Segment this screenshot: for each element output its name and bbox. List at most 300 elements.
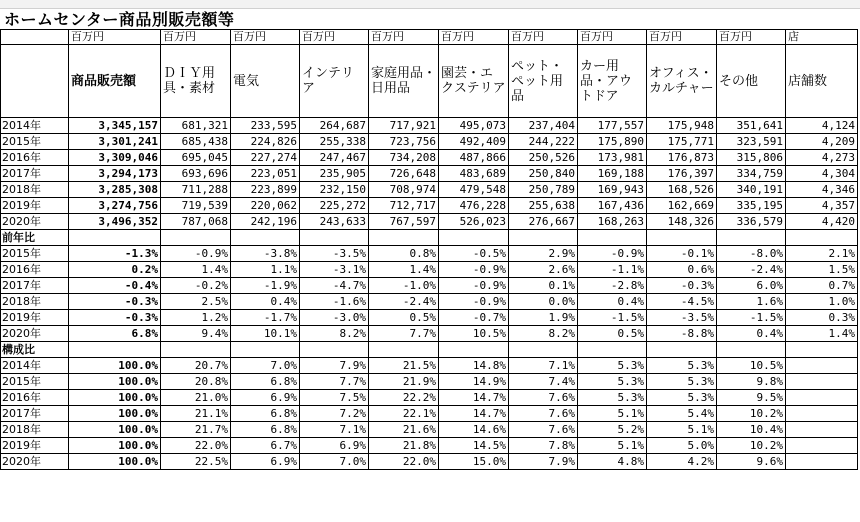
year-label[interactable]: 2018年 — [1, 294, 69, 310]
share-cell[interactable]: 6.7% — [231, 438, 300, 454]
share-cell[interactable]: 4.2% — [647, 454, 717, 470]
sales-cell[interactable]: 237,404 — [509, 118, 578, 134]
share-cell[interactable]: 22.1% — [369, 406, 439, 422]
empty-cell[interactable] — [231, 230, 300, 246]
sales-cell[interactable]: 340,191 — [717, 182, 786, 198]
share-cell[interactable]: 21.0% — [161, 390, 231, 406]
year-label[interactable]: 2019年 — [1, 198, 69, 214]
share-cell[interactable]: 100.0% — [69, 422, 161, 438]
column-header-cell[interactable]: 商品販売額 — [69, 45, 161, 118]
share-cell[interactable]: 7.6% — [509, 422, 578, 438]
sales-cell[interactable]: 169,188 — [578, 166, 647, 182]
yoy-row — [1, 246, 858, 262]
share-cell[interactable]: 15.0% — [439, 454, 509, 470]
sales-cell[interactable]: 315,806 — [717, 150, 786, 166]
share-cell[interactable]: 5.3% — [647, 358, 717, 374]
sales-cell[interactable]: 276,667 — [509, 214, 578, 230]
share-cell[interactable]: 21.6% — [369, 422, 439, 438]
empty-cell[interactable] — [786, 342, 858, 358]
sales-cell[interactable]: 4,420 — [786, 214, 858, 230]
unit-row — [1, 30, 858, 45]
empty-cell[interactable] — [509, 342, 578, 358]
yoy-cell[interactable]: -1.3% — [69, 246, 161, 262]
share-row — [1, 422, 858, 438]
year-label[interactable]: 2017年 — [1, 278, 69, 294]
share-cell[interactable]: 20.8% — [161, 374, 231, 390]
yoy-cell[interactable]: -0.9% — [578, 246, 647, 262]
yoy-cell[interactable]: 0.5% — [369, 310, 439, 326]
yoy-cell[interactable]: -2.4% — [369, 294, 439, 310]
sales-cell[interactable]: 173,981 — [578, 150, 647, 166]
sales-cell[interactable]: 719,539 — [161, 198, 231, 214]
share-cell[interactable]: 14.6% — [439, 422, 509, 438]
column-header-cell[interactable]: ペット・ペット用品 — [509, 45, 578, 118]
share-cell[interactable]: 5.3% — [578, 374, 647, 390]
yoy-cell[interactable]: 1.9% — [509, 310, 578, 326]
yoy-cell[interactable]: 0.7% — [786, 278, 858, 294]
sales-cell[interactable]: 247,467 — [300, 150, 369, 166]
share-cell[interactable]: 9.6% — [717, 454, 786, 470]
yoy-cell[interactable]: 0.4% — [231, 294, 300, 310]
share-cell[interactable]: 7.4% — [509, 374, 578, 390]
sales-cell[interactable]: 224,826 — [231, 134, 300, 150]
empty-cell[interactable] — [369, 342, 439, 358]
share-cell[interactable]: 7.7% — [300, 374, 369, 390]
yoy-cell[interactable]: 1.5% — [786, 262, 858, 278]
share-cell[interactable]: 5.1% — [647, 422, 717, 438]
share-cell[interactable]: 100.0% — [69, 390, 161, 406]
unit-cell[interactable]: 百万円 — [717, 30, 786, 45]
year-label[interactable]: 2016年 — [1, 390, 69, 406]
yoy-cell[interactable]: 8.2% — [509, 326, 578, 342]
yoy-cell[interactable]: -3.0% — [300, 310, 369, 326]
share-cell[interactable]: 21.5% — [369, 358, 439, 374]
year-label[interactable]: 2020年 — [1, 326, 69, 342]
share-cell[interactable] — [786, 406, 858, 422]
year-label[interactable]: 2018年 — [1, 422, 69, 438]
share-cell[interactable]: 7.0% — [231, 358, 300, 374]
unit-cell[interactable]: 百万円 — [647, 30, 717, 45]
unit-cell[interactable]: 百万円 — [161, 30, 231, 45]
yoy-cell[interactable]: -1.6% — [300, 294, 369, 310]
yoy-cell[interactable]: 9.4% — [161, 326, 231, 342]
year-label[interactable]: 2020年 — [1, 454, 69, 470]
yoy-cell[interactable]: 0.8% — [369, 246, 439, 262]
yoy-cell[interactable]: -0.9% — [439, 294, 509, 310]
yoy-cell[interactable]: -2.8% — [578, 278, 647, 294]
yoy-cell[interactable]: 1.6% — [717, 294, 786, 310]
year-label[interactable]: 2017年 — [1, 166, 69, 182]
yoy-cell[interactable]: -1.5% — [717, 310, 786, 326]
sales-cell[interactable]: 681,321 — [161, 118, 231, 134]
column-header-cell[interactable]: その他 — [717, 45, 786, 118]
column-header-cell[interactable]: オフィス・カルチャー — [647, 45, 717, 118]
header-row — [1, 45, 858, 118]
share-cell[interactable]: 6.9% — [300, 438, 369, 454]
sales-cell[interactable]: 526,023 — [439, 214, 509, 230]
sales-cell[interactable]: 3,285,308 — [69, 182, 161, 198]
section-label-share[interactable]: 構成比 — [1, 342, 69, 358]
share-cell[interactable]: 22.5% — [161, 454, 231, 470]
sales-cell[interactable]: 227,274 — [231, 150, 300, 166]
yoy-cell[interactable]: -3.5% — [647, 310, 717, 326]
yoy-cell[interactable]: 0.2% — [69, 262, 161, 278]
sales-cell[interactable]: 175,771 — [647, 134, 717, 150]
year-label[interactable]: 2019年 — [1, 310, 69, 326]
yoy-cell[interactable]: 0.3% — [786, 310, 858, 326]
sales-cell[interactable]: 223,899 — [231, 182, 300, 198]
share-cell[interactable] — [786, 422, 858, 438]
sales-cell[interactable]: 177,557 — [578, 118, 647, 134]
sales-cell[interactable]: 334,759 — [717, 166, 786, 182]
unit-cell[interactable]: 百万円 — [369, 30, 439, 45]
share-cell[interactable]: 5.4% — [647, 406, 717, 422]
share-cell[interactable]: 7.0% — [300, 454, 369, 470]
sales-cell[interactable]: 479,548 — [439, 182, 509, 198]
sales-cell[interactable]: 250,789 — [509, 182, 578, 198]
sales-cell[interactable]: 708,974 — [369, 182, 439, 198]
share-cell[interactable]: 10.2% — [717, 438, 786, 454]
share-cell[interactable]: 10.5% — [717, 358, 786, 374]
share-cell[interactable]: 10.2% — [717, 406, 786, 422]
unit-cell[interactable]: 百万円 — [300, 30, 369, 45]
empty-cell[interactable] — [439, 230, 509, 246]
year-label[interactable]: 2017年 — [1, 406, 69, 422]
share-cell[interactable] — [786, 358, 858, 374]
sales-cell[interactable]: 726,648 — [369, 166, 439, 182]
share-cell[interactable]: 5.3% — [647, 390, 717, 406]
sales-cell[interactable]: 233,595 — [231, 118, 300, 134]
share-cell[interactable]: 5.3% — [647, 374, 717, 390]
share-cell[interactable]: 6.9% — [231, 390, 300, 406]
yoy-cell[interactable]: -3.8% — [231, 246, 300, 262]
yoy-cell[interactable]: 1.1% — [231, 262, 300, 278]
sales-cell[interactable]: 167,436 — [578, 198, 647, 214]
column-header-cell[interactable]: インテリア — [300, 45, 369, 118]
share-cell[interactable]: 10.4% — [717, 422, 786, 438]
yoy-cell[interactable]: 8.2% — [300, 326, 369, 342]
year-label[interactable]: 2015年 — [1, 134, 69, 150]
empty-cell[interactable] — [717, 342, 786, 358]
share-cell[interactable] — [786, 374, 858, 390]
yoy-cell[interactable]: -4.7% — [300, 278, 369, 294]
sales-cell[interactable]: 176,397 — [647, 166, 717, 182]
yoy-cell[interactable]: 1.4% — [786, 326, 858, 342]
year-label[interactable]: 2016年 — [1, 150, 69, 166]
column-header-cell[interactable]: 電気 — [231, 45, 300, 118]
share-cell[interactable]: 21.7% — [161, 422, 231, 438]
empty-cell[interactable] — [69, 342, 161, 358]
yoy-cell[interactable]: 6.0% — [717, 278, 786, 294]
sales-cell[interactable]: 695,045 — [161, 150, 231, 166]
sales-cell[interactable]: 336,579 — [717, 214, 786, 230]
share-cell[interactable]: 6.8% — [231, 374, 300, 390]
unit-cell[interactable]: 百万円 — [439, 30, 509, 45]
share-cell[interactable]: 7.6% — [509, 406, 578, 422]
unit-cell[interactable]: 百万円 — [578, 30, 647, 45]
yoy-cell[interactable]: -0.9% — [161, 246, 231, 262]
empty-cell[interactable] — [717, 230, 786, 246]
sales-cell[interactable]: 4,357 — [786, 198, 858, 214]
sales-cell[interactable]: 162,669 — [647, 198, 717, 214]
share-cell[interactable]: 6.9% — [231, 454, 300, 470]
share-cell[interactable]: 6.8% — [231, 406, 300, 422]
year-label[interactable]: 2018年 — [1, 182, 69, 198]
sales-cell[interactable]: 3,496,352 — [69, 214, 161, 230]
share-cell[interactable]: 20.7% — [161, 358, 231, 374]
empty-cell[interactable] — [578, 230, 647, 246]
year-label[interactable]: 2015年 — [1, 374, 69, 390]
share-cell[interactable]: 5.1% — [578, 438, 647, 454]
share-cell[interactable]: 7.9% — [300, 358, 369, 374]
share-cell[interactable]: 7.1% — [300, 422, 369, 438]
share-cell[interactable]: 9.8% — [717, 374, 786, 390]
share-cell[interactable]: 5.1% — [578, 406, 647, 422]
empty-cell[interactable] — [647, 342, 717, 358]
yoy-cell[interactable]: -0.5% — [439, 246, 509, 262]
share-cell[interactable]: 6.8% — [231, 422, 300, 438]
yoy-cell[interactable]: -8.8% — [647, 326, 717, 342]
share-cell[interactable]: 7.9% — [509, 454, 578, 470]
yoy-cell[interactable]: -1.9% — [231, 278, 300, 294]
sales-cell[interactable]: 220,062 — [231, 198, 300, 214]
sales-cell[interactable]: 685,438 — [161, 134, 231, 150]
empty-cell[interactable] — [231, 342, 300, 358]
yoy-cell[interactable]: -0.3% — [69, 310, 161, 326]
share-cell[interactable] — [786, 454, 858, 470]
share-cell[interactable] — [786, 390, 858, 406]
sales-cell[interactable]: 244,222 — [509, 134, 578, 150]
year-label[interactable]: 2016年 — [1, 262, 69, 278]
share-cell[interactable]: 100.0% — [69, 454, 161, 470]
yoy-cell[interactable]: 6.8% — [69, 326, 161, 342]
sales-row — [1, 150, 858, 166]
yoy-cell[interactable]: -1.0% — [369, 278, 439, 294]
sheet-title[interactable]: ホームセンター商品別販売額等 — [4, 10, 235, 29]
yoy-cell[interactable]: -4.5% — [647, 294, 717, 310]
yoy-cell[interactable]: 1.2% — [161, 310, 231, 326]
empty-cell[interactable] — [300, 230, 369, 246]
empty-cell[interactable] — [647, 230, 717, 246]
share-cell[interactable]: 5.3% — [578, 390, 647, 406]
yoy-cell[interactable]: 0.0% — [509, 294, 578, 310]
column-header-cell[interactable]: カー用品・アウトドア — [578, 45, 647, 118]
sales-cell[interactable]: 168,526 — [647, 182, 717, 198]
share-cell[interactable]: 21.8% — [369, 438, 439, 454]
yoy-cell[interactable]: -0.2% — [161, 278, 231, 294]
share-cell[interactable]: 7.1% — [509, 358, 578, 374]
empty-cell[interactable] — [161, 342, 231, 358]
sales-cell[interactable]: 148,326 — [647, 214, 717, 230]
yoy-cell[interactable]: 2.6% — [509, 262, 578, 278]
yoy-cell[interactable]: 7.7% — [369, 326, 439, 342]
sales-cell[interactable]: 723,756 — [369, 134, 439, 150]
sales-cell[interactable]: 717,921 — [369, 118, 439, 134]
yoy-cell[interactable]: -1.5% — [578, 310, 647, 326]
sales-cell[interactable]: 175,948 — [647, 118, 717, 134]
sales-cell[interactable]: 223,051 — [231, 166, 300, 182]
yoy-cell[interactable]: -0.7% — [439, 310, 509, 326]
yoy-cell[interactable]: -0.9% — [439, 262, 509, 278]
yoy-row — [1, 262, 858, 278]
sales-cell[interactable]: 492,409 — [439, 134, 509, 150]
share-cell[interactable]: 21.9% — [369, 374, 439, 390]
yoy-cell[interactable]: 10.1% — [231, 326, 300, 342]
share-cell[interactable]: 7.6% — [509, 390, 578, 406]
year-label[interactable]: 2014年 — [1, 118, 69, 134]
column-header-cell[interactable]: 家庭用品・日用品 — [369, 45, 439, 118]
sales-cell[interactable]: 323,591 — [717, 134, 786, 150]
share-cell[interactable]: 4.8% — [578, 454, 647, 470]
sales-cell[interactable]: 734,208 — [369, 150, 439, 166]
yoy-cell[interactable]: -3.5% — [300, 246, 369, 262]
sales-cell[interactable]: 250,526 — [509, 150, 578, 166]
share-cell[interactable]: 14.7% — [439, 390, 509, 406]
unit-cell[interactable]: 百万円 — [231, 30, 300, 45]
sales-cell[interactable]: 255,638 — [509, 198, 578, 214]
sales-cell[interactable]: 4,346 — [786, 182, 858, 198]
yoy-cell[interactable]: -8.0% — [717, 246, 786, 262]
yoy-cell[interactable]: 2.5% — [161, 294, 231, 310]
share-cell[interactable]: 5.3% — [578, 358, 647, 374]
yoy-cell[interactable]: 0.1% — [509, 278, 578, 294]
yoy-cell[interactable]: -1.1% — [578, 262, 647, 278]
sales-cell[interactable]: 711,288 — [161, 182, 231, 198]
sales-cell[interactable]: 242,196 — [231, 214, 300, 230]
sales-cell[interactable]: 4,124 — [786, 118, 858, 134]
sales-row — [1, 198, 858, 214]
year-label[interactable]: 2019年 — [1, 438, 69, 454]
sales-cell[interactable]: 3,274,756 — [69, 198, 161, 214]
yoy-cell[interactable]: -2.4% — [717, 262, 786, 278]
sales-cell[interactable]: 495,073 — [439, 118, 509, 134]
sales-cell[interactable]: 235,905 — [300, 166, 369, 182]
share-cell[interactable]: 100.0% — [69, 358, 161, 374]
share-cell[interactable]: 5.0% — [647, 438, 717, 454]
share-cell[interactable]: 100.0% — [69, 374, 161, 390]
yoy-cell[interactable]: 0.6% — [647, 262, 717, 278]
sales-cell[interactable]: 243,633 — [300, 214, 369, 230]
sales-cell[interactable]: 168,263 — [578, 214, 647, 230]
share-cell[interactable]: 7.2% — [300, 406, 369, 422]
share-cell[interactable]: 21.1% — [161, 406, 231, 422]
sales-cell[interactable]: 176,873 — [647, 150, 717, 166]
yoy-cell[interactable]: 10.5% — [439, 326, 509, 342]
sales-cell[interactable]: 712,717 — [369, 198, 439, 214]
yoy-cell[interactable]: -3.1% — [300, 262, 369, 278]
sales-cell[interactable]: 264,687 — [300, 118, 369, 134]
empty-cell[interactable] — [509, 230, 578, 246]
share-cell[interactable]: 7.8% — [509, 438, 578, 454]
yoy-cell[interactable]: 2.1% — [786, 246, 858, 262]
unit-cell[interactable]: 百万円 — [509, 30, 578, 45]
unit-cell[interactable]: 店 — [786, 30, 858, 45]
sales-cell[interactable]: 175,890 — [578, 134, 647, 150]
yoy-cell[interactable]: 1.4% — [161, 262, 231, 278]
column-header-cell[interactable]: 店舗数 — [786, 45, 858, 118]
sales-cell[interactable]: 487,866 — [439, 150, 509, 166]
yoy-cell[interactable]: -0.9% — [439, 278, 509, 294]
sales-cell[interactable]: 255,338 — [300, 134, 369, 150]
yoy-cell[interactable]: -0.3% — [647, 278, 717, 294]
year-label[interactable]: 2014年 — [1, 358, 69, 374]
sales-cell[interactable]: 787,068 — [161, 214, 231, 230]
share-row — [1, 454, 858, 470]
share-cell[interactable]: 5.2% — [578, 422, 647, 438]
sales-cell[interactable]: 232,150 — [300, 182, 369, 198]
yoy-cell[interactable]: 2.9% — [509, 246, 578, 262]
sales-cell[interactable]: 351,641 — [717, 118, 786, 134]
sales-cell[interactable]: 483,689 — [439, 166, 509, 182]
empty-cell[interactable] — [69, 230, 161, 246]
sales-cell[interactable]: 169,943 — [578, 182, 647, 198]
column-header-cell[interactable]: ＤＩＹ用具・素材 — [161, 45, 231, 118]
unit-cell[interactable]: 百万円 — [69, 30, 161, 45]
sales-cell[interactable]: 225,272 — [300, 198, 369, 214]
empty-cell[interactable] — [161, 230, 231, 246]
yoy-cell[interactable]: 0.5% — [578, 326, 647, 342]
share-cell[interactable]: 22.0% — [161, 438, 231, 454]
column-header-cell[interactable] — [1, 45, 69, 118]
sales-cell[interactable]: 250,840 — [509, 166, 578, 182]
share-cell[interactable]: 9.5% — [717, 390, 786, 406]
share-cell[interactable]: 14.9% — [439, 374, 509, 390]
empty-cell[interactable] — [300, 342, 369, 358]
sales-cell[interactable]: 3,301,241 — [69, 134, 161, 150]
empty-cell[interactable] — [439, 342, 509, 358]
yoy-cell[interactable]: -0.3% — [69, 294, 161, 310]
share-cell[interactable]: 7.5% — [300, 390, 369, 406]
sales-cell[interactable]: 767,597 — [369, 214, 439, 230]
share-cell[interactable]: 14.5% — [439, 438, 509, 454]
sales-cell[interactable]: 476,228 — [439, 198, 509, 214]
empty-cell[interactable] — [786, 230, 858, 246]
share-cell[interactable]: 14.7% — [439, 406, 509, 422]
share-cell[interactable]: 22.0% — [369, 454, 439, 470]
yoy-cell[interactable]: 1.0% — [786, 294, 858, 310]
sales-cell[interactable]: 4,304 — [786, 166, 858, 182]
yoy-row — [1, 294, 858, 310]
unit-cell[interactable] — [1, 30, 69, 45]
empty-cell[interactable] — [578, 342, 647, 358]
sales-cell[interactable]: 3,345,157 — [69, 118, 161, 134]
yoy-cell[interactable]: 0.4% — [578, 294, 647, 310]
share-cell[interactable]: 14.8% — [439, 358, 509, 374]
sales-cell[interactable]: 4,273 — [786, 150, 858, 166]
sales-cell[interactable]: 3,309,046 — [69, 150, 161, 166]
yoy-cell[interactable]: -0.4% — [69, 278, 161, 294]
share-cell[interactable]: 100.0% — [69, 438, 161, 454]
column-header-cell[interactable]: 園芸・エクステリア — [439, 45, 509, 118]
year-label[interactable]: 2015年 — [1, 246, 69, 262]
sales-cell[interactable]: 3,294,173 — [69, 166, 161, 182]
sales-cell[interactable]: 693,696 — [161, 166, 231, 182]
empty-cell[interactable] — [369, 230, 439, 246]
yoy-cell[interactable]: 1.4% — [369, 262, 439, 278]
share-cell[interactable] — [786, 438, 858, 454]
sales-cell[interactable]: 4,209 — [786, 134, 858, 150]
sales-cell[interactable]: 335,195 — [717, 198, 786, 214]
yoy-cell[interactable]: -1.7% — [231, 310, 300, 326]
yoy-cell[interactable]: 0.4% — [717, 326, 786, 342]
section-row-yoy — [1, 230, 858, 246]
share-cell[interactable]: 22.2% — [369, 390, 439, 406]
section-row-share — [1, 342, 858, 358]
section-label-yoy[interactable]: 前年比 — [1, 230, 69, 246]
year-label[interactable]: 2020年 — [1, 214, 69, 230]
share-cell[interactable]: 100.0% — [69, 406, 161, 422]
yoy-cell[interactable]: -0.1% — [647, 246, 717, 262]
